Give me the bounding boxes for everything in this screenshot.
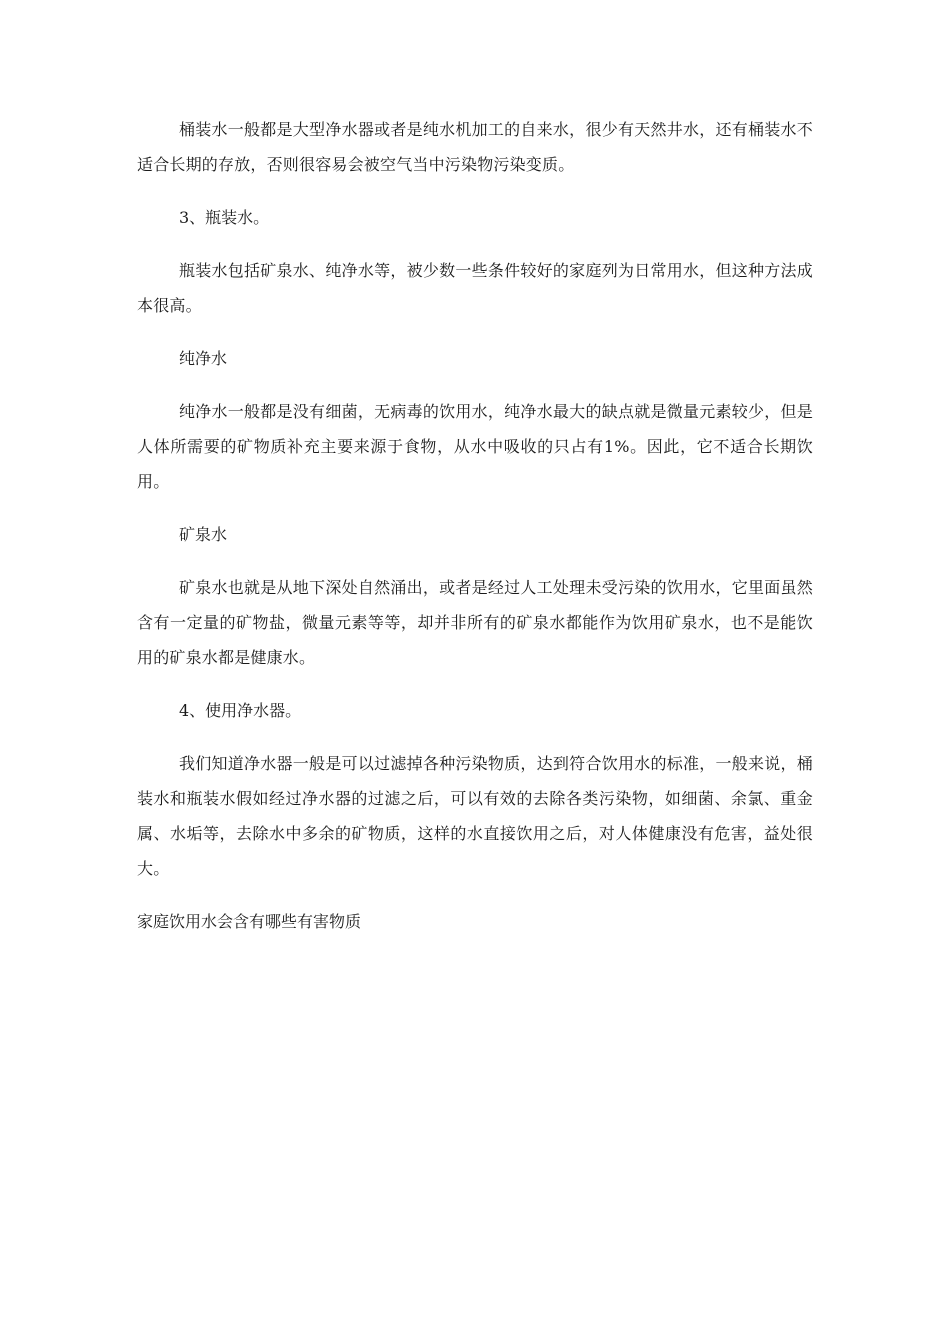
heading-mineral-water: 矿泉水 xyxy=(179,525,228,544)
heading-bottled-water: 3、瓶装水。 xyxy=(179,208,270,227)
document-page xyxy=(137,112,813,939)
heading-water-purifier: 4、使用净水器。 xyxy=(179,701,302,720)
paragraph-mineral-water: 矿泉水也就是从地下深处自然涌出，或者是经过人工处理未受污染的饮用水，它里面虽然含有一定量的矿物盐，微量元素等等，却并非所有的矿泉水都能作为饮用矿泉水，也不是能饮用的矿泉水都是健康水。 xyxy=(137,578,813,667)
paragraph-bottled-water-intro: 桶装水一般都是大型净水器或者是纯水机加工的自来水，很少有天然井水，还有桶装水不适合长期的存放，否则很容易会被空气当中污染物污染变质。 xyxy=(137,120,813,174)
paragraph-water-purifier: 我们知道净水器一般是可以过滤掉各种污染物质，达到符合饮用水的标准，一般来说，桶装水和瓶装水假如经过净水器的过滤之后，可以有效的去除各类污染物，如细菌、余氯、重金属、水垢等，去除水中多余的矿物质，这样的水直接饮用之后，对人体健康没有危害，益处很大。 xyxy=(137,754,813,878)
heading-pure-water: 纯净水 xyxy=(179,349,228,368)
paragraph-bottled-water: 瓶装水包括矿泉水、纯净水等，被少数一些条件较好的家庭列为日常用水，但这种方法成本很高。 xyxy=(137,261,813,315)
paragraph-pure-water: 纯净水一般都是没有细菌，无病毒的饮用水，纯净水最大的缺点就是微量元素较少，但是人体所需要的矿物质补充主要来源于食物，从水中吸收的只占有1%。因此，它不适合长期饮用。 xyxy=(137,402,813,491)
trailing-title: 家庭饮用水会含有哪些有害物质 xyxy=(137,912,362,931)
